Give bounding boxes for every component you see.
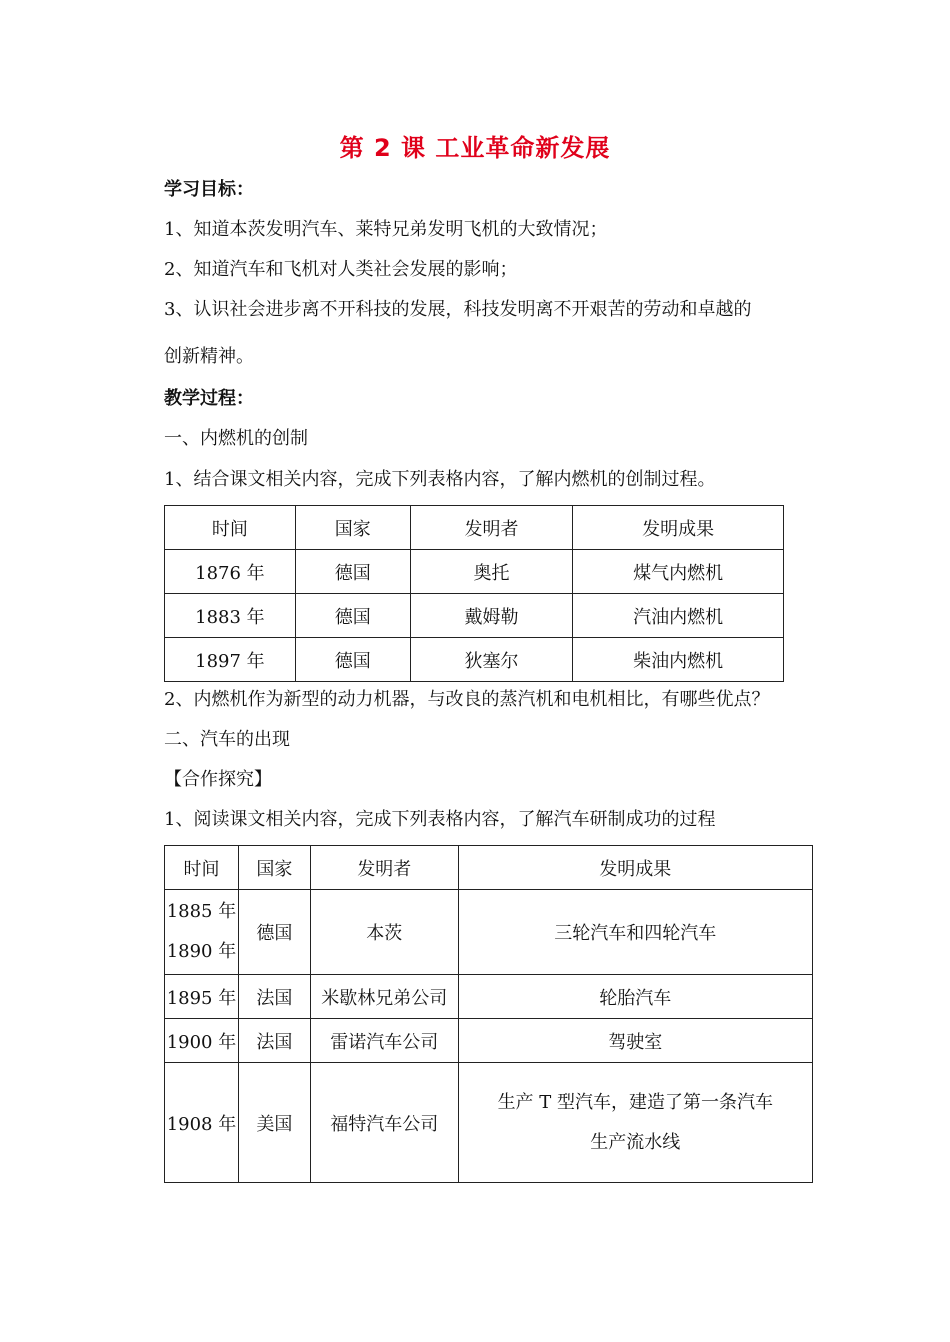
inventor-cell: 本茨 — [310, 890, 458, 975]
country-cell: 德国 — [295, 594, 410, 638]
time-cell: 1876 年 — [165, 550, 296, 594]
time-end: 1890 年 — [166, 941, 237, 962]
goal-item-3: 3、认识社会进步离不开科技的发展，科技发明离不开艰苦的劳动和卓越的 — [164, 299, 752, 320]
header-cell: 国家 — [238, 846, 310, 890]
process-heading: 教学过程： — [164, 388, 254, 409]
table-header-row — [165, 846, 813, 890]
time-cell: 1895 年 — [165, 975, 239, 1019]
question-2: 2、内燃机作为新型的动力机器，与改良的蒸汽机和电机相比，有哪些优点？ — [164, 689, 770, 710]
inventor-cell: 奥托 — [410, 550, 573, 594]
table-row — [165, 638, 784, 682]
header-cell: 国家 — [295, 506, 410, 550]
country-cell: 德国 — [295, 550, 410, 594]
table-row — [165, 975, 813, 1019]
section-heading-car: 二、汽车的出现 — [164, 729, 290, 750]
result-cell — [458, 1063, 812, 1183]
table-header-row — [165, 506, 784, 550]
time-cell: 1883 年 — [165, 594, 296, 638]
result-cell: 驾驶室 — [458, 1019, 812, 1063]
inventor-cell: 福特汽车公司 — [310, 1063, 458, 1183]
result-cell: 柴油内燃机 — [573, 638, 784, 682]
result-cell: 三轮汽车和四轮汽车 — [458, 890, 812, 975]
time-cell — [165, 890, 239, 975]
result-cell: 轮胎汽车 — [458, 975, 812, 1019]
header-cell: 发明者 — [410, 506, 573, 550]
inventor-cell: 雷诺汽车公司 — [310, 1019, 458, 1063]
cooperation-label: 【合作探究】 — [164, 769, 272, 790]
table-row — [165, 1063, 813, 1183]
engine-table — [164, 505, 784, 682]
goal-item-3-cont: 创新精神。 — [164, 346, 254, 367]
page-title: 第 2 课 工业革命新发展 — [339, 134, 611, 162]
inventor-cell: 狄塞尔 — [410, 638, 573, 682]
country-cell: 法国 — [238, 1019, 310, 1063]
goal-item-1: 1、知道本茨发明汽车、莱特兄弟发明飞机的大致情况； — [164, 219, 608, 240]
result-line-2: 生产流水线 — [590, 1131, 681, 1153]
result-line-1: 生产 T 型汽车，建造了第一条汽车 — [497, 1091, 774, 1113]
table-row — [165, 1019, 813, 1063]
result-cell: 汽油内燃机 — [573, 594, 784, 638]
header-cell: 时间 — [165, 846, 239, 890]
table-row — [165, 594, 784, 638]
section-heading-engine: 一、内燃机的创制 — [164, 428, 308, 449]
country-cell: 德国 — [238, 890, 310, 975]
table-row — [165, 890, 813, 975]
time-cell: 1908 年 — [165, 1063, 239, 1183]
time-start: 1885 年 — [166, 901, 237, 922]
country-cell: 德国 — [295, 638, 410, 682]
inventor-cell: 戴姆勒 — [410, 594, 573, 638]
result-cell: 煤气内燃机 — [573, 550, 784, 594]
time-cell: 1897 年 — [165, 638, 296, 682]
goals-heading: 学习目标： — [164, 179, 254, 200]
header-cell: 发明成果 — [573, 506, 784, 550]
car-table — [164, 845, 813, 1183]
header-cell: 发明成果 — [458, 846, 812, 890]
goal-item-2: 2、知道汽车和飞机对人类社会发展的影响； — [164, 259, 518, 280]
country-cell: 美国 — [238, 1063, 310, 1183]
question-3: 1、阅读课文相关内容，完成下列表格内容，了解汽车研制成功的过程 — [164, 809, 716, 830]
header-cell: 时间 — [165, 506, 296, 550]
country-cell: 法国 — [238, 975, 310, 1019]
question-1: 1、结合课文相关内容，完成下列表格内容，了解内燃机的创制过程。 — [164, 469, 716, 490]
header-cell: 发明者 — [310, 846, 458, 890]
table-row — [165, 550, 784, 594]
inventor-cell: 米歇林兄弟公司 — [310, 975, 458, 1019]
time-cell: 1900 年 — [165, 1019, 239, 1063]
